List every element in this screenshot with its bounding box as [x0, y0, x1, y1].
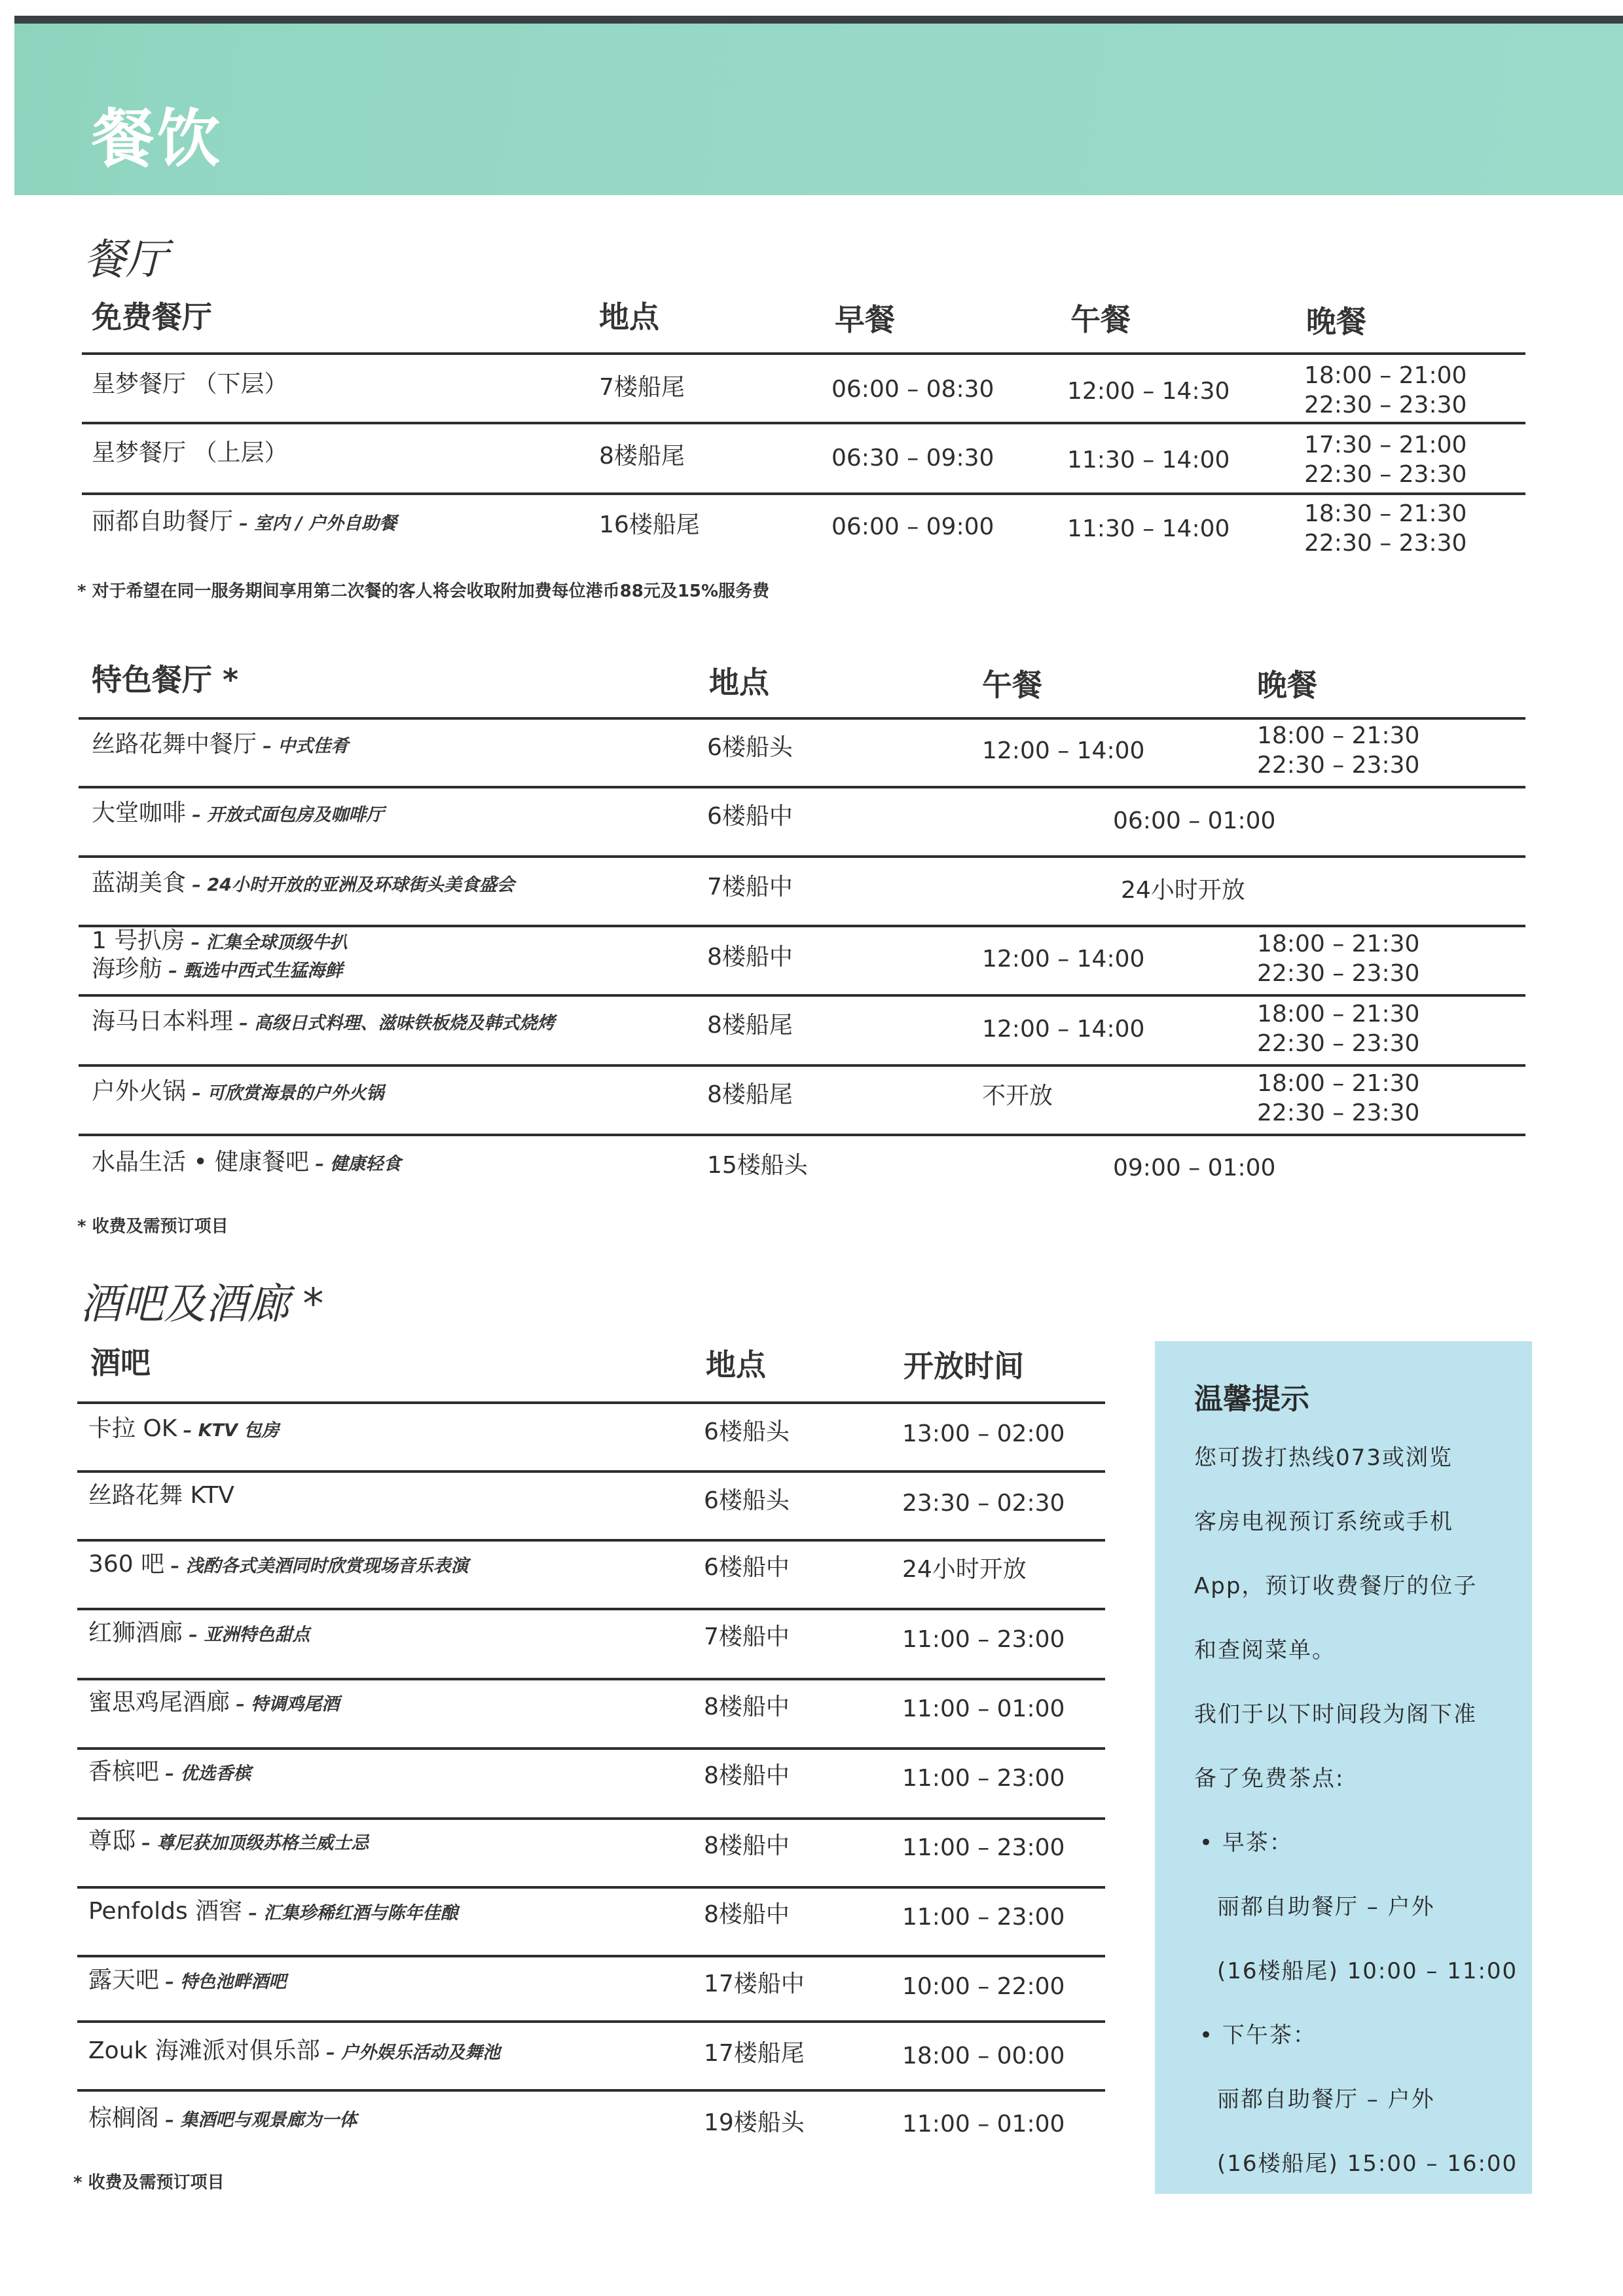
- restaurant-name: 星梦餐厅 （下层）: [92, 371, 288, 398]
- lunch-hours: 12:00 – 14:00: [982, 1016, 1145, 1043]
- opening-hours: 11:00 – 01:00: [902, 2111, 1065, 2138]
- lunch-hours: 11:30 – 14:00: [1067, 447, 1230, 473]
- dinner-hours-1: 18:00 – 21:30: [1257, 722, 1420, 749]
- dinner-hours-2: 22:30 – 23:30: [1304, 392, 1467, 418]
- location: 6楼船头: [704, 1418, 790, 1445]
- divider: [77, 1678, 1105, 1680]
- bar-name: 棕榈阁 – 集酒吧与观景廊为一体: [88, 2105, 357, 2132]
- opening-hours: 23:30 – 02:30: [902, 1490, 1065, 1517]
- col-header-bar: 酒吧: [90, 1345, 151, 1380]
- dinner-hours-2: 22:30 – 23:30: [1257, 1030, 1420, 1057]
- location: 6楼船中: [707, 803, 793, 830]
- restaurant-name: 蓝湖美食 – 24小时开放的亚洲及环球街头美食盛会: [92, 870, 515, 897]
- col-header-dinner: 晚餐: [1257, 667, 1317, 703]
- location: 15楼船头: [707, 1152, 808, 1179]
- location: 7楼船中: [704, 1623, 790, 1650]
- location: 16楼船尾: [599, 511, 700, 538]
- location: 17楼船尾: [704, 2040, 805, 2067]
- tips-line: 客房电视预订系统或手机: [1194, 1509, 1453, 1535]
- restaurant-name-2: 海珍舫 – 甄选中西式生猛海鲜: [92, 955, 343, 982]
- divider: [77, 1817, 1105, 1820]
- opening-hours: 11:00 – 23:00: [902, 1765, 1065, 1792]
- opening-hours: 18:00 – 00:00: [902, 2043, 1065, 2069]
- breakfast-hours: 06:00 – 08:30: [831, 376, 994, 403]
- restaurant-name: 户外火锅 – 可欣赏海景的户外火锅: [92, 1078, 384, 1105]
- dinner-hours-1: 18:00 – 21:30: [1257, 1070, 1420, 1097]
- lunch-hours: 12:00 – 14:00: [982, 737, 1145, 764]
- divider: [77, 1608, 1105, 1610]
- bar-name: 蜜思鸡尾酒廊 – 特调鸡尾酒: [88, 1689, 340, 1716]
- dinner-hours-2: 22:30 – 23:30: [1257, 960, 1420, 987]
- divider: [77, 2020, 1105, 2023]
- all-day-hours: 24小时开放: [1121, 877, 1245, 904]
- restaurant-name: 星梦餐厅 （上层）: [92, 439, 288, 466]
- location: 7楼船尾: [599, 374, 685, 401]
- bar-name: 360 吧 – 浅酌各式美酒同时欣赏现场音乐表演: [88, 1551, 469, 1578]
- restaurant-name: 海马日本料理 – 高级日式料理、滋味铁板烧及韩式烧烤: [92, 1008, 555, 1035]
- lunch-hours: 11:30 – 14:00: [1067, 515, 1230, 542]
- col-header-location: 地点: [709, 665, 769, 700]
- restaurant-name: 丝路花舞中餐厅 – 中式佳肴: [92, 731, 349, 758]
- opening-hours: 11:00 – 23:00: [902, 1904, 1065, 1931]
- divider: [79, 1064, 1525, 1067]
- lunch-hours: 12:00 – 14:00: [982, 946, 1145, 972]
- divider: [77, 1955, 1105, 1957]
- tips-bullet-afternoon-tea: • 下午茶：: [1199, 2022, 1317, 2048]
- divider: [82, 492, 1525, 495]
- section-title-restaurants: 餐厅: [84, 236, 168, 284]
- divider: [77, 1886, 1105, 1889]
- divider: [79, 994, 1525, 997]
- opening-hours: 11:00 – 23:00: [902, 1626, 1065, 1653]
- col-header-lunch: 午餐: [982, 667, 1042, 703]
- location: 8楼船尾: [707, 1081, 793, 1108]
- location: 6楼船头: [704, 1487, 790, 1514]
- tips-line: App，预订收费餐厅的位子: [1194, 1573, 1478, 1599]
- opening-hours: 13:00 – 02:00: [902, 1420, 1065, 1447]
- location: 7楼船中: [707, 874, 793, 900]
- restaurant-name: 水晶生活 • 健康餐吧 – 健康轻食: [92, 1149, 401, 1176]
- dinner-hours-2: 22:30 – 23:30: [1304, 530, 1467, 557]
- tips-line: 和查阅菜单。: [1194, 1637, 1336, 1663]
- location: 6楼船头: [707, 734, 793, 761]
- location: 17楼船中: [704, 1971, 805, 1997]
- dinner-hours-1: 17:30 – 21:00: [1304, 432, 1467, 458]
- tips-box: [1155, 1341, 1532, 2194]
- divider: [77, 1470, 1105, 1473]
- bar-name: Penfolds 酒窖 – 汇集珍稀红酒与陈年佳酿: [88, 1898, 458, 1925]
- location: 6楼船中: [704, 1554, 790, 1581]
- dinner-hours-2: 22:30 – 23:30: [1304, 461, 1467, 488]
- opening-hours: 10:00 – 22:00: [902, 1973, 1065, 2000]
- col-header-lunch: 午餐: [1070, 302, 1131, 337]
- tips-line: 备了免费茶点:: [1194, 1766, 1345, 1792]
- location: 8楼船中: [704, 1901, 790, 1928]
- dinner-hours-2: 22:30 – 23:30: [1257, 1100, 1420, 1126]
- location: 19楼船头: [704, 2109, 805, 2136]
- divider: [79, 786, 1525, 788]
- divider: [77, 1747, 1105, 1750]
- restaurant-name: 1 号扒房 – 汇集全球顶级牛扒: [92, 927, 348, 954]
- col-header-dinner: 晚餐: [1306, 304, 1366, 339]
- location: 8楼船尾: [599, 443, 685, 470]
- location: 8楼船中: [704, 1762, 790, 1789]
- opening-hours: 11:00 – 23:00: [902, 1834, 1065, 1861]
- dinner-hours-1: 18:00 – 21:30: [1257, 1001, 1420, 1028]
- location: 8楼船中: [704, 1832, 790, 1859]
- header-banner: [14, 24, 1623, 195]
- bar-name: 香槟吧 – 优选香槟: [88, 1758, 251, 1785]
- bar-name: 红狮酒廊 – 亚洲特色甜点: [88, 1620, 310, 1646]
- section-title-bars: 酒吧及酒廊 *: [80, 1280, 324, 1329]
- dinner-hours-2: 22:30 – 23:30: [1257, 752, 1420, 779]
- tips-bullet-morning-tea: • 早茶：: [1199, 1830, 1293, 1856]
- bar-name: 露天吧 – 特色池畔酒吧: [88, 1967, 287, 1993]
- bar-name: 尊邸 – 尊尼获加顶级苏格兰威士忌: [88, 1828, 369, 1855]
- tips-title: 温馨提示: [1194, 1382, 1309, 1416]
- dinner-hours-1: 18:00 – 21:00: [1304, 362, 1467, 389]
- tips-line: 我们于以下时间段为阁下准: [1194, 1701, 1477, 1728]
- divider: [77, 1539, 1105, 1542]
- tips-line: (16楼船尾) 15:00 – 16:00: [1217, 2151, 1518, 2177]
- col-header-hours: 开放时间: [903, 1348, 1024, 1384]
- bar-name: 卡拉 OK – KTV 包房: [88, 1415, 280, 1442]
- col-header-breakfast: 早餐: [835, 302, 895, 337]
- page-title: 餐饮: [92, 102, 223, 176]
- dinner-hours-1: 18:30 – 21:30: [1304, 500, 1467, 527]
- col-header-name: 特色餐厅 *: [92, 662, 239, 697]
- all-day-hours: 06:00 – 01:00: [1113, 807, 1276, 834]
- lunch-hours: 12:00 – 14:30: [1067, 378, 1230, 405]
- divider: [79, 717, 1525, 720]
- location: 8楼船中: [704, 1694, 790, 1720]
- bar-name: Zouk 海滩派对俱乐部 – 户外娱乐活动及舞池: [88, 2037, 501, 2064]
- divider: [77, 2089, 1105, 2092]
- all-day-hours: 09:00 – 01:00: [1113, 1155, 1276, 1181]
- footnote-second-meal: * 对于希望在同一服务期间享用第二次餐的客人将会收取附加费每位港币88元及15%服务费: [77, 582, 770, 601]
- opening-hours: 24小时开放: [902, 1556, 1027, 1583]
- restaurant-name: 大堂咖啡 – 开放式面包房及咖啡厅: [92, 800, 384, 826]
- col-header-location: 地点: [706, 1347, 766, 1382]
- divider: [77, 1401, 1105, 1404]
- divider: [79, 855, 1525, 858]
- tips-line: 丽都自助餐厅 – 户外: [1217, 2086, 1435, 2113]
- footnote-charged: * 收费及需预订项目: [77, 1217, 228, 1236]
- tips-line: (16楼船尾) 10:00 – 11:00: [1217, 1958, 1518, 1984]
- divider: [82, 352, 1525, 355]
- tips-line: 您可拨打热线073或浏览: [1194, 1445, 1453, 1471]
- top-border: [14, 16, 1623, 24]
- tips-line: 丽都自助餐厅 – 户外: [1217, 1894, 1435, 1920]
- location: 8楼船中: [707, 944, 793, 971]
- restaurant-name: 丽都自助餐厅 – 室内 / 户外自助餐: [92, 508, 397, 535]
- footnote-charged: * 收费及需预订项目: [73, 2173, 225, 2193]
- bar-name: 丝路花舞 KTV: [88, 1482, 234, 1509]
- opening-hours: 11:00 – 01:00: [902, 1695, 1065, 1722]
- dinner-hours-1: 18:00 – 21:30: [1257, 931, 1420, 957]
- divider: [79, 1134, 1525, 1136]
- breakfast-hours: 06:00 – 09:00: [831, 513, 994, 540]
- lunch-hours: 不开放: [982, 1083, 1053, 1109]
- location: 8楼船尾: [707, 1012, 793, 1039]
- divider: [82, 422, 1525, 424]
- col-header-location: 地点: [599, 299, 659, 335]
- breakfast-hours: 06:30 – 09:30: [831, 445, 994, 472]
- col-header-name: 免费餐厅: [92, 299, 212, 335]
